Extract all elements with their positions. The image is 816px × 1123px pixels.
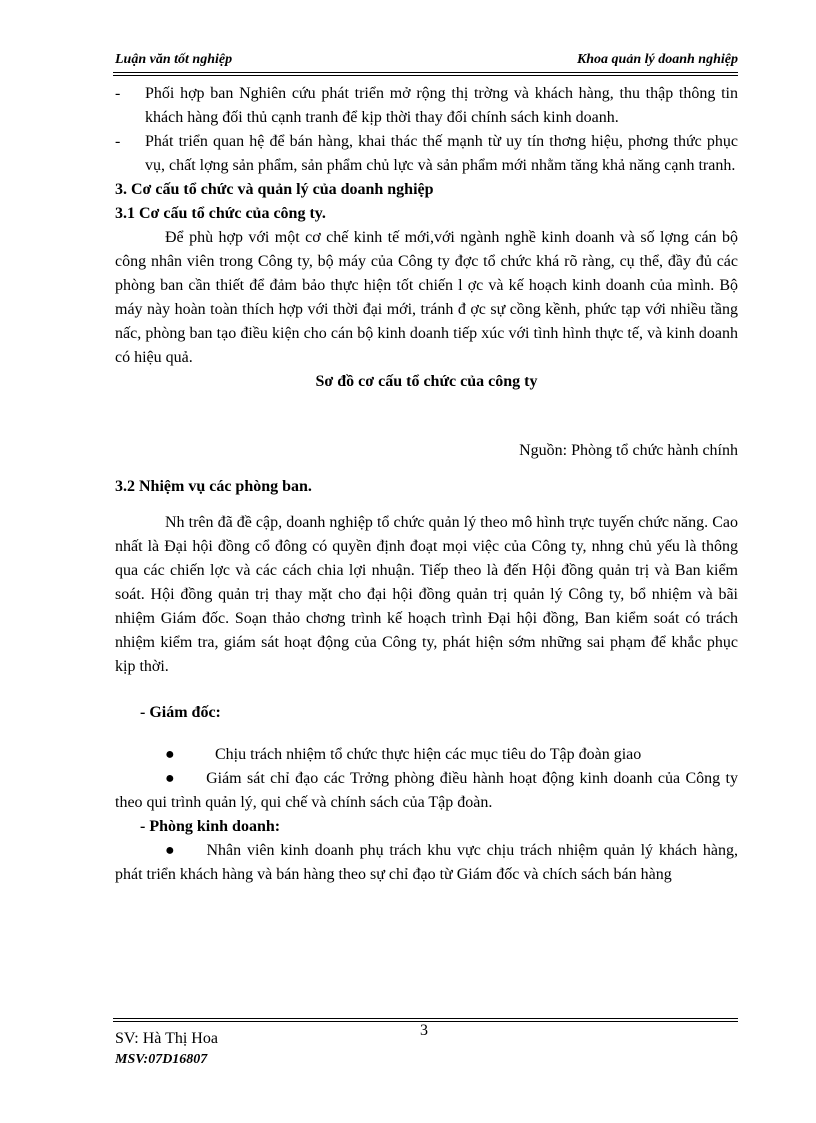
sales-bullet [115,839,738,887]
footer-student-id: MSV:07D16807 [115,1052,208,1067]
director-bullet-text: Giám sát chỉ đạo các Trởng phòng điều hành hoạt động kinh doanh của Công ty theo qui trình quản lý, qui chế và chính sách của Tập đoàn. [115,770,738,811]
dash-marker: - [115,85,121,102]
header-rule [113,72,738,73]
diagram-title: Sơ đồ cơ cấu tổ chức của công ty [315,373,538,390]
dash-item-text: Phối hợp ban Nghiên cứu phát triển mở rộng thị trờng và khách hàng, thu thập thông tin khách hàng đối thủ cạnh tranh để kịp thời thay đổi chính sách kinh doanh. [145,85,738,126]
bullet-dot-icon: ● [165,842,177,859]
director-heading: - Giám đốc: [140,704,221,721]
page-number: 3 [420,1022,428,1039]
section-3-heading: 3. Cơ cấu tổ chức và quản lý của doanh nghiệp [115,181,434,198]
sales-heading: - Phòng kinh doanh: [140,818,281,835]
header-right: Khoa quản lý doanh nghiệp [576,52,738,67]
section-3-2-paragraph: Nh trên đã đề cập, doanh nghiệp tổ chức quản lý theo mô hình trực tuyến chức năng. Cao nhất là Đại hội đồng cổ đông có quyền định đoạt mọi việc của Công ty, nhng chủ yếu là thông qua các chiến lợc và các cách chia lợi nhuận. Tiếp theo là đến Hội đồng quản trị và Ban kiểm soát. Hội đồng quản trị thay mặt cho đại hội đồng quản trị quản lý Công ty, bổ nhiệm và bãi nhiệm Giám đốc. Soạn thảo chơng trình kế hoạch trình Đại hội đồng, Ban kiểm soát có trách nhiệm kiểm tra, giám sát hoạt động của Công ty, phát hiện sớm những sai phạm để khắc phục kịp thời. [115,514,738,675]
dash-item-text: Phát triển quan hệ để bán hàng, khai thác thế mạnh từ uy tín thơng hiệu, phơng thức phục vụ, chất lợng sản phẩm, sản phẩm chủ lực và sản phẩm mới nhằm tăng khả năng cạnh tranh. [145,133,738,174]
source-note: Nguồn: Phòng tổ chức hành chính [519,442,738,459]
sales-bullet-text: Nhân viên kinh doanh phụ trách khu vực chịu trách nhiệm quản lý khách hàng, phát triển khách hàng và bán hàng theo sự chỉ đạo từ Giám đốc và chích sách bán hàng [115,842,738,883]
dash-item [115,130,738,178]
diagram-placeholder [115,394,738,439]
dash-marker: - [115,133,121,150]
section-3-2-heading: 3.2 Nhiệm vụ các phòng ban. [115,478,312,495]
bullet-dot-icon: ● [165,770,177,787]
header-rule-thin [113,75,738,76]
document-body [115,82,738,887]
bullet-dot-icon: ● [165,746,175,763]
director-bullet [115,743,738,767]
footer-rule [113,1018,738,1019]
section-3-1-paragraph: Để phù hợp với một cơ chế kinh tế mới,với ngành nghề kinh doanh và số lợng cán bộ công nhân viên trong Công ty, bộ máy của Công ty đợc tổ chức khá rõ ràng, cụ thể, đầy đủ các phòng ban cần thiết để đảm bảo thực hiện tốt chiến l ợc và kế hoạch kinh doanh của mình. Bộ máy này hoàn toàn thích hợp với thời đại mới, tránh đ ợc sự cồng kềnh, phức tạp với nhiều tầng nấc, phòng ban tạo điều kiện cho cán bộ kinh doanh tiếp xúc với tình hình thực tế, và kinh doanh có hiệu quả. [115,229,738,366]
section-3-1-heading: 3.1 Cơ cấu tổ chức của công ty. [115,205,326,222]
director-bullet-2 [115,767,738,815]
director-bullet-text: Chịu trách nhiệm tổ chức thực hiện các mục tiêu do Tập đoàn giao [215,746,642,763]
header-left: Luận văn tốt nghiệp [115,52,233,67]
dash-item [115,82,738,130]
footer-student: SV: Hà Thị Hoa [115,1030,218,1047]
